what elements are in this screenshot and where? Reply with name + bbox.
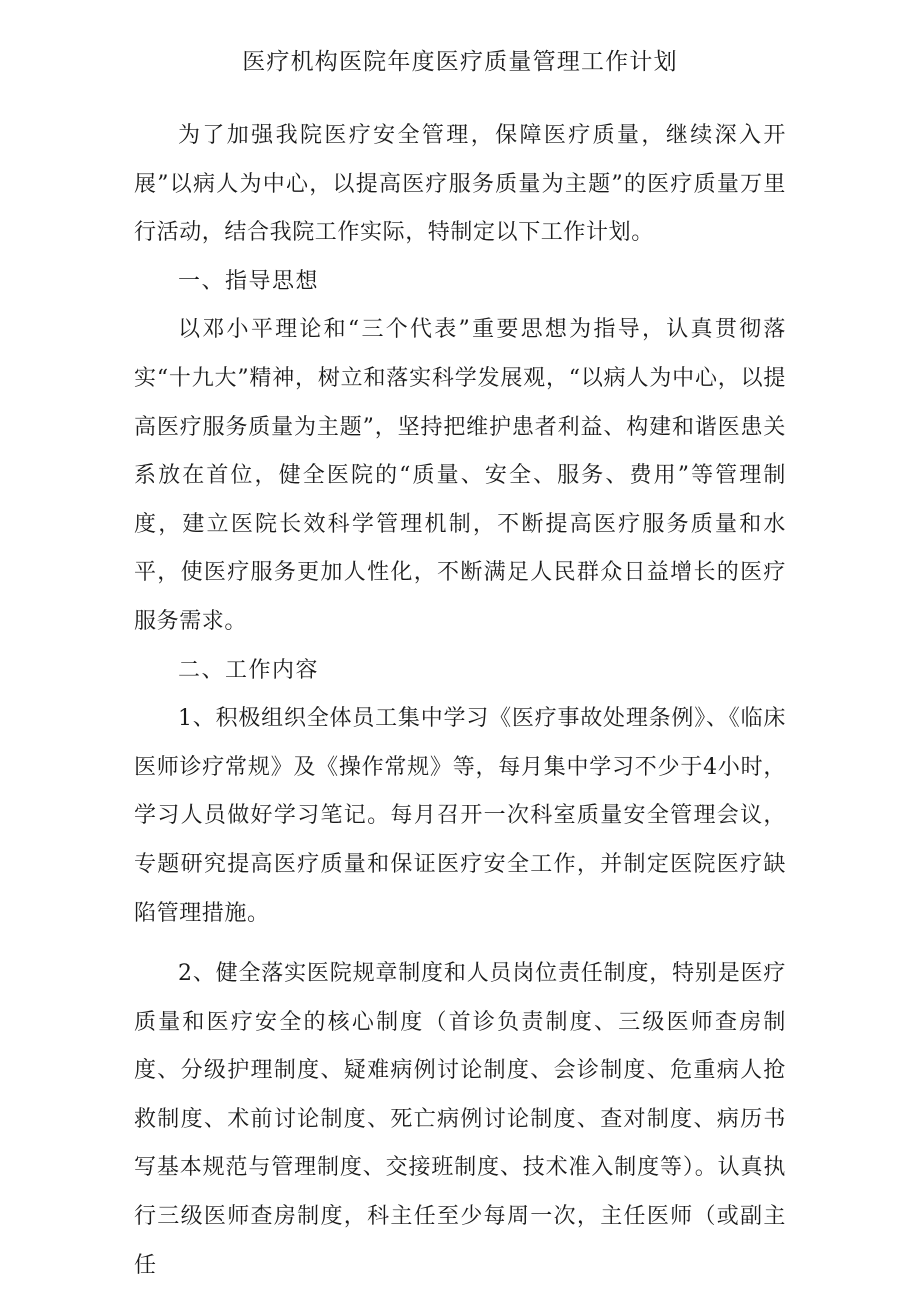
section-heading-work-content: 二、工作内容 [178,657,320,683]
work-item-1-paragraph: 1、积极组织全体员工集中学习《医疗事故处理条例》、《临床医师诊疗常规》及《操作常规》等，每月集中学习不少于4小时，学习人员做好学习笔记。每月召开一次科室质量安全管理会议，专题研究提高医疗质量和保证医疗安全工作，并制定医院医疗缺陷管理措施。 [134,706,786,926]
paragraph-spacer [134,938,786,950]
guiding-ideology-paragraph: 以邓小平理论和“三个代表”重要思想为指导，认真贯彻落实“十九大”精神，树立和落实科学发展观，“以病人为中心，以提高医疗服务质量为主题”，坚持把维护患者利益、构建和谐医患关系放在首位，健全医院的“质量、安全、服务、费用”等管理制度，建立医院长效科学管理机制，不断提高医疗服务质量和水平，使医疗服务更加人性化，不断满足人民群众日益增长的医疗服务需求。 [134,317,786,634]
document-title: 医疗机构医院年度医疗质量管理工作计划 [242,49,678,75]
work-item-2-paragraph: 2、健全落实医院规章制度和人员岗位责任制度，特别是医疗质量和医疗安全的核心制度（首诊负责制度、三级医师查房制度、分级护理制度、疑难病例讨论制度、会诊制度、危重病人抢救制度、术前讨论制度、死亡病例讨论制度、查对制度、病历书写基本规范与管理制度、交接班制度、技术准入制度等）。认真执行三级医师查房制度，科主任至少每周一次，主任医师（或副主任 [134,961,786,1278]
section-heading-guiding-ideology: 一、指导思想 [178,268,320,294]
document-body [134,112,786,1290]
intro-paragraph: 为了加强我院医疗安全管理，保障医疗质量，继续深入开展”以病人为中心，以提高医疗服务质量为主题”的医疗质量万里行活动，结合我院工作实际，特制定以下工作计划。 [134,123,786,246]
